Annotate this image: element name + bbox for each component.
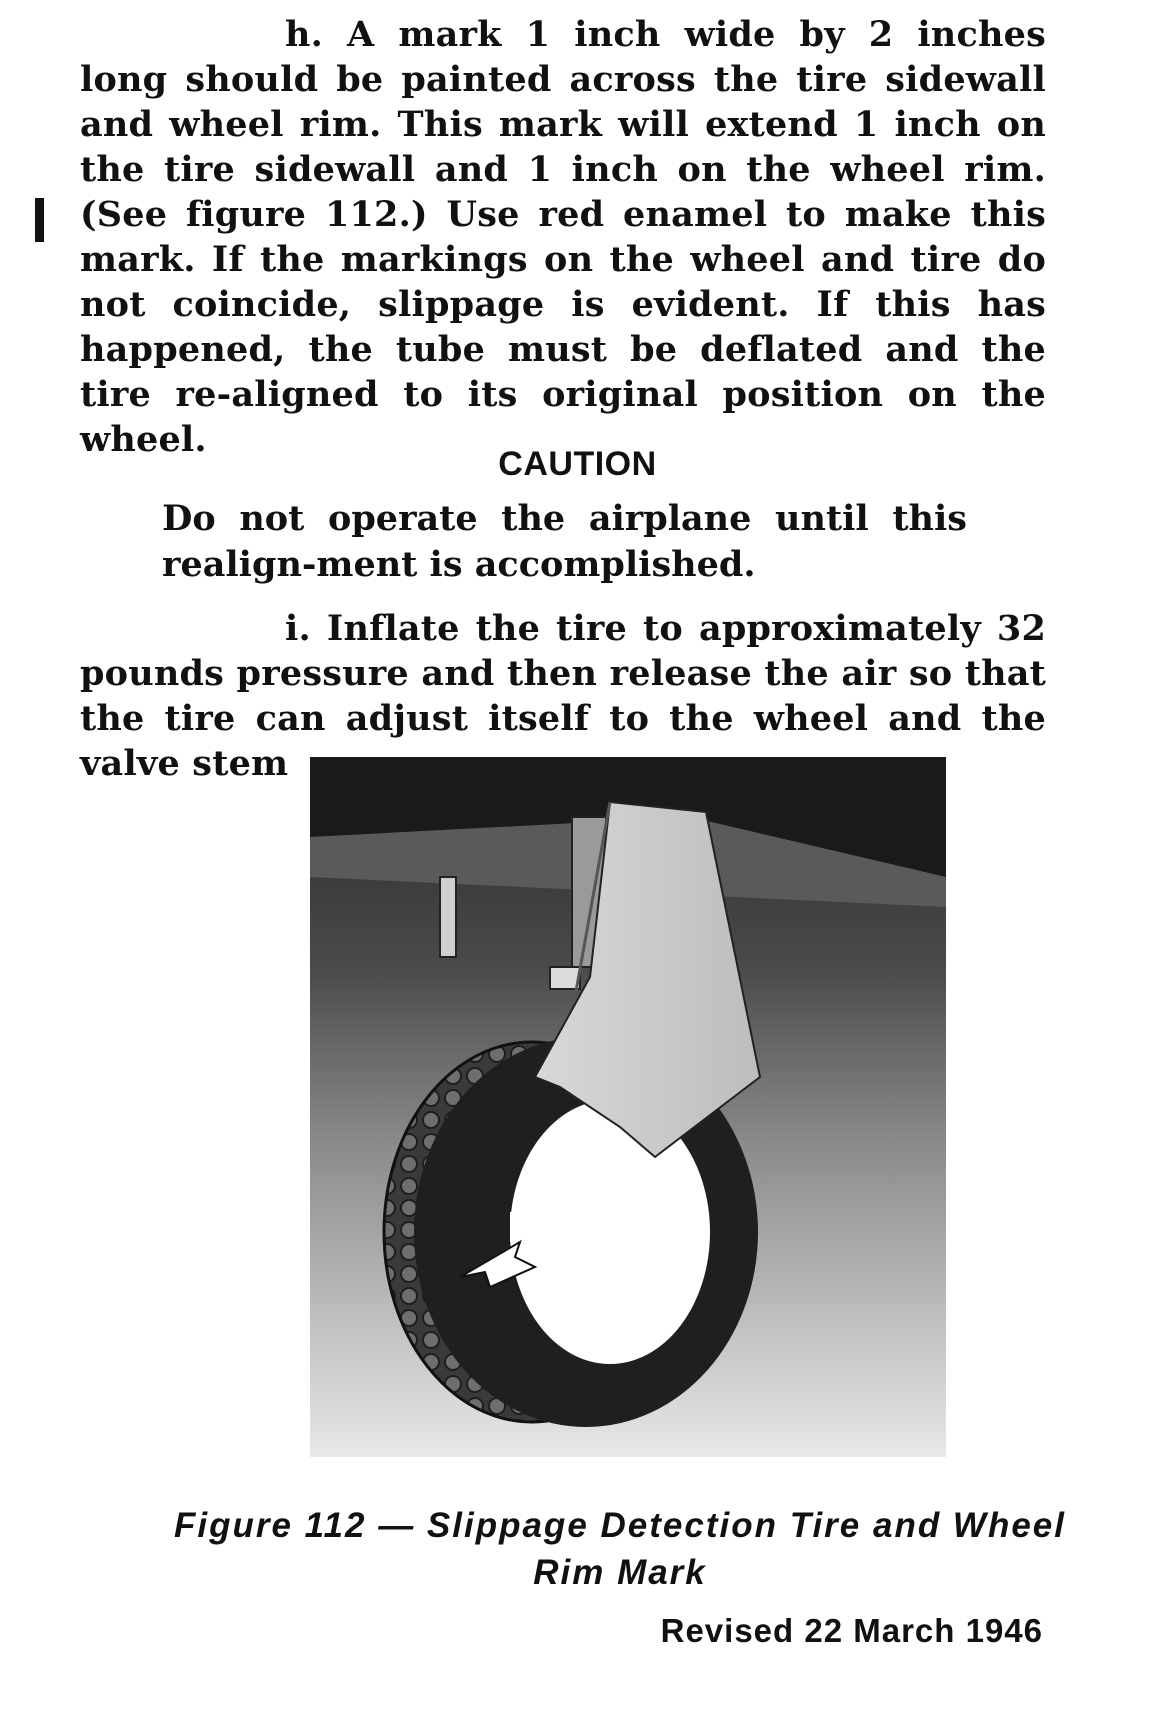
caution-text: Do not operate the airplane until this realign-ment is accomplished. (162, 498, 967, 585)
figure-112-photo (310, 757, 946, 1457)
revision-date: Revised 22 March 1946 (660, 1612, 1043, 1649)
paragraph-i: i. Inflate the tire to approximately 32 pounds pressure and then release the air so that the tire can adjust itself to the wheel and the valve stem (80, 608, 1046, 784)
figure-caption-line-2: Rim Mark (533, 1553, 707, 1592)
caution-heading: CAUTION (498, 445, 657, 483)
figure-caption-line-1: Figure 112 — Slippage Detection Tire and Wheel (174, 1506, 1066, 1545)
figure-caption (140, 1502, 1100, 1596)
paragraph-h: h. A mark 1 inch wide by 2 inches long should be painted across the tire sidewall and wheel rim. This mark will extend 1 inch on the tire sidewall and 1 inch on the wheel rim. (See figure 112.) Use red enamel to make this mark. If the markings on the wheel and tire do not coincide, slippage is evident. If this has happened, the tube must be deflated and the tire re-aligned to its original position on the wheel. (80, 14, 1046, 460)
revision-change-bar (35, 198, 44, 242)
